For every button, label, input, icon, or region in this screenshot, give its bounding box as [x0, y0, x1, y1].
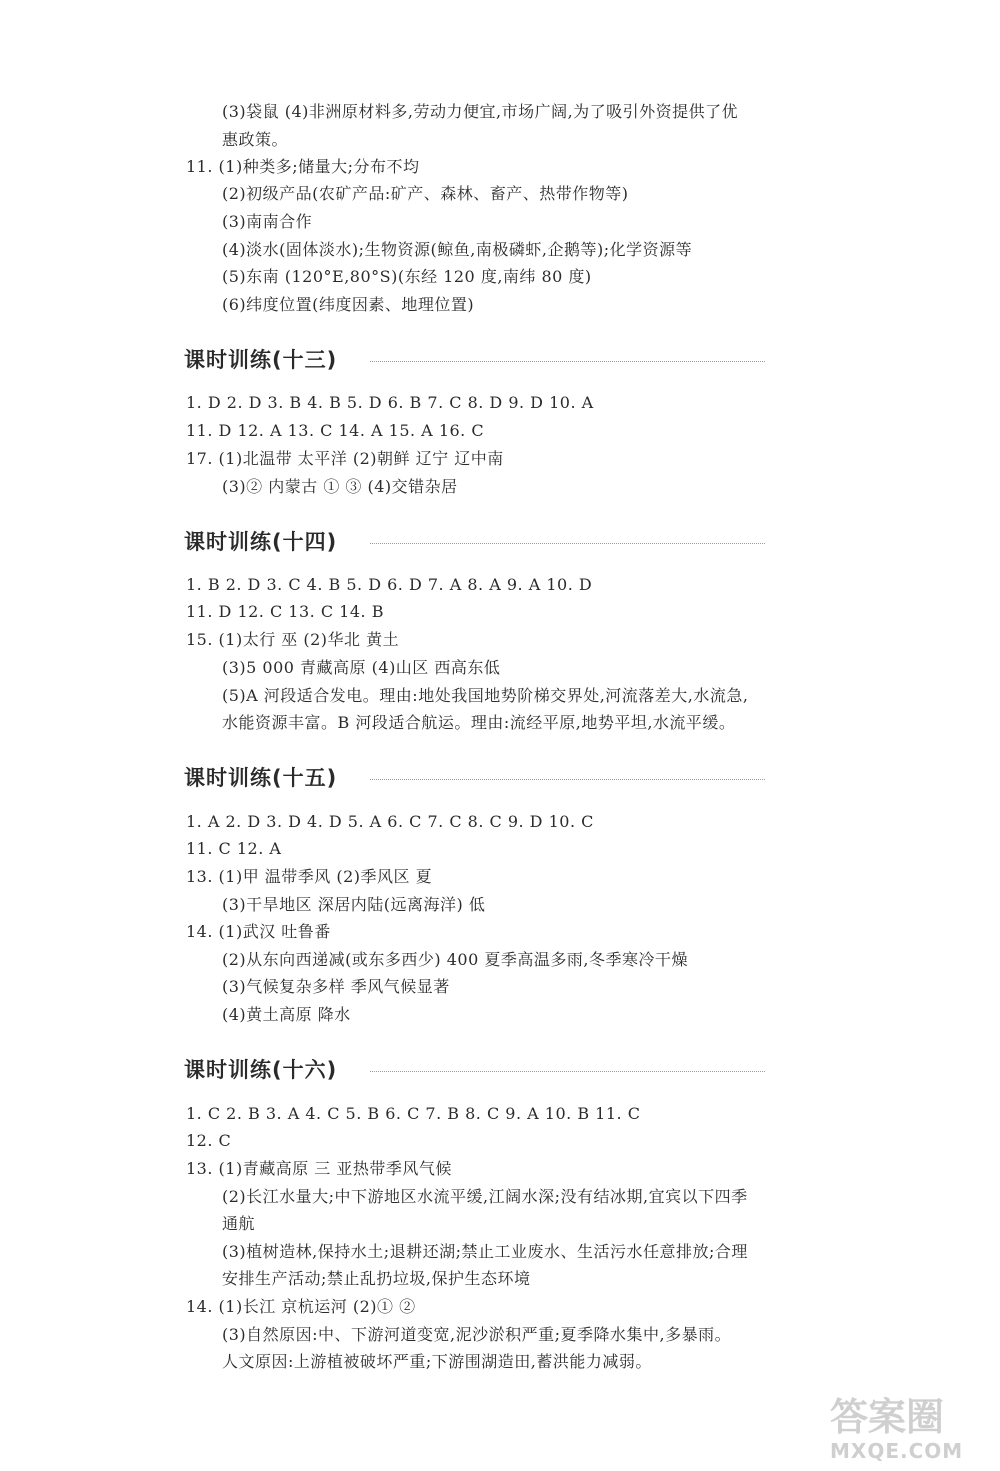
section-heading: 课时训练(十三)	[184, 348, 338, 372]
answer-line: 11. C 12. A	[186, 839, 282, 858]
heading-divider	[370, 361, 765, 362]
watermark-url-text: MXQE.COM	[830, 1439, 964, 1463]
answer-line: 17. (1)北温带 太平洋 (2)朝鲜 辽宁 辽中南	[186, 449, 504, 468]
answer-line: 1. C 2. B 3. A 4. C 5. B 6. C 7. B 8. C 9. A 10. B 11. C	[186, 1104, 641, 1123]
answer-line: 11. D 12. C 13. C 14. B	[186, 602, 384, 621]
answer-line: 安排生产活动;禁止乱扔垃圾,保护生态环境	[222, 1269, 531, 1288]
answer-line: 13. (1)青藏高原 三 亚热带季风气候	[186, 1159, 452, 1178]
answer-line: 通航	[222, 1214, 256, 1233]
answer-line: 1. D 2. D 3. B 4. B 5. D 6. B 7. C 8. D 9. D 10. A	[186, 393, 594, 412]
answer-line: (3)5 000 青藏高原 (4)山区 西高东低	[222, 658, 501, 677]
answer-line: 人文原因:上游植被破坏严重;下游围湖造田,蓄洪能力减弱。	[222, 1352, 652, 1371]
answer-line: 11. (1)种类多;储量大;分布不均	[186, 157, 420, 176]
answer-line: (3)气候复杂多样 季风气候显著	[222, 977, 450, 996]
watermark-logo-text: 答案圈	[830, 1395, 945, 1439]
answer-line: (2)长江水量大;中下游地区水流平缓,江阔水深;没有结冰期,宜宾以下四季	[222, 1187, 748, 1206]
answer-line: (3)② 内蒙古 ① ③ (4)交错杂居	[222, 477, 458, 496]
answer-line: 11. D 12. A 13. C 14. A 15. A 16. C	[186, 421, 485, 440]
answer-line: (3)自然原因:中、下游河道变宽,泥沙淤积严重;夏季降水集中,多暴雨。	[222, 1325, 732, 1344]
answer-line: (5)东南 (120°E,80°S)(东经 120 度,南纬 80 度)	[222, 267, 592, 286]
section-heading: 课时训练(十六)	[184, 1058, 338, 1082]
heading-divider	[370, 779, 765, 780]
section-heading: 课时训练(十五)	[184, 766, 338, 790]
answer-line: 15. (1)太行 巫 (2)华北 黄土	[186, 630, 400, 649]
answer-line: 14. (1)长江 京杭运河 (2)① ②	[186, 1297, 416, 1316]
answer-line: (4)淡水(固体淡水);生物资源(鲸鱼,南极磷虾,企鹅等);化学资源等	[222, 240, 693, 259]
answer-line: 13. (1)甲 温带季风 (2)季风区 夏	[186, 867, 433, 886]
answer-line: 1. B 2. D 3. C 4. B 5. D 6. D 7. A 8. A 9. A 10. D	[186, 575, 593, 594]
section-heading: 课时训练(十四)	[184, 530, 338, 554]
answer-line: 1. A 2. D 3. D 4. D 5. A 6. C 7. C 8. C 9. D 10. C	[186, 812, 594, 831]
answer-line: (2)初级产品(农矿产品:矿产、森林、畜产、热带作物等)	[222, 184, 629, 203]
answer-line: (3)干旱地区 深居内陆(远离海洋) 低	[222, 895, 486, 914]
answer-line: 14. (1)武汉 吐鲁番	[186, 922, 331, 941]
answer-line: (3)植树造林,保持水土;退耕还湖;禁止工业废水、生活污水任意排放;合理	[222, 1242, 748, 1261]
heading-divider	[370, 1071, 765, 1072]
answer-line: (2)从东向西递减(或东多西少) 400 夏季高温多雨,冬季寒冷干燥	[222, 950, 688, 969]
answer-line: (6)纬度位置(纬度因素、地理位置)	[222, 295, 475, 314]
answer-line: (3)袋鼠 (4)非洲原材料多,劳动力便宜,市场广阔,为了吸引外资提供了优	[222, 102, 739, 121]
answer-line: 惠政策。	[222, 130, 289, 149]
site-watermark	[800, 1395, 990, 1465]
answer-line: 水能资源丰富。B 河段适合航运。理由:流经平原,地势平坦,水流平缓。	[222, 713, 736, 732]
answer-line: 12. C	[186, 1131, 232, 1150]
answer-line: (4)黄土高原 降水	[222, 1005, 351, 1024]
heading-divider	[370, 543, 765, 544]
answer-line: (5)A 河段适合发电。理由:地处我国地势阶梯交界处,河流落差大,水流急,	[222, 686, 749, 705]
answer-line: (3)南南合作	[222, 212, 313, 231]
